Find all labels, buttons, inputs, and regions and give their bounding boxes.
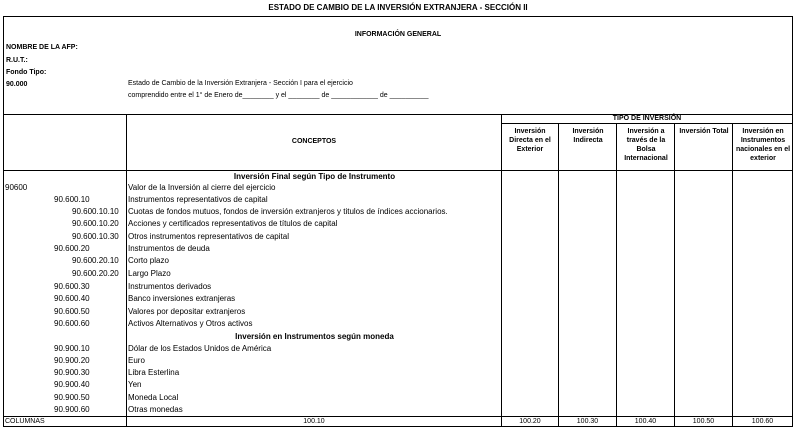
table-row: [0, 355, 796, 366]
col-header-directa: Inversión Directa en el Exterior: [509, 128, 551, 153]
row-description: Valores por depositar extranjeros: [128, 307, 246, 316]
table-row: [0, 367, 796, 378]
row-code: 90.600.20: [54, 244, 90, 253]
table-row: [0, 404, 796, 415]
col-header-bolsa: Inversión a través de la Bolsa Internacional: [624, 128, 668, 162]
footer-label: COLUMNAS: [5, 418, 45, 425]
row-code: 90.600.40: [54, 294, 90, 303]
row-description: Valor de la Inversión al cierre del ejercicio: [128, 183, 276, 192]
row-description: Libra Esterlina: [128, 368, 180, 377]
row-description: Yen: [128, 380, 142, 389]
section-title: Inversión Final según Tipo de Instrumento: [233, 172, 396, 181]
row-code: 90.600.10: [54, 195, 90, 204]
row-description: Euro: [128, 356, 145, 365]
section-title: Inversión en Instrumentos según moneda: [235, 332, 394, 341]
row-code: 90.600.20.20: [72, 269, 119, 278]
section-header-row: [0, 171, 796, 182]
footer-col-bolsa: 100.40: [634, 418, 657, 425]
row-code: 90600: [5, 183, 28, 192]
table-row: [0, 218, 796, 229]
footer-col-total: 100.50: [692, 418, 715, 425]
frame-top-border: [3, 16, 793, 17]
row-description: Instrumentos representativos de capital: [128, 195, 268, 204]
table-row: [0, 182, 796, 193]
row-code: 90.900.40: [54, 380, 90, 389]
section-header-row: [0, 331, 796, 342]
info-heading: INFORMACIÓN GENERAL: [354, 31, 442, 38]
row-description: Corto plazo: [128, 256, 169, 265]
info-text-line1: Estado de Cambio de la Inversión Extranjera - Sección I para el ejercicio: [128, 80, 353, 87]
row-code: 90.600.60: [54, 319, 90, 328]
table-row: [0, 392, 796, 403]
table-row: [0, 194, 796, 205]
table-row: [0, 268, 796, 279]
table-row: [0, 243, 796, 254]
table-row: [0, 343, 796, 354]
info-code: 90.000: [6, 81, 28, 88]
table-row: [0, 379, 796, 390]
footer-col-indirecta: 100.30: [576, 418, 599, 425]
row-code: 90.900.20: [54, 356, 90, 365]
row-description: Activos Alternativos y Otros activos: [128, 319, 253, 328]
footer-col-nacionales: 100.60: [751, 418, 774, 425]
row-code: 90.600.10.20: [72, 219, 119, 228]
table-row: [0, 293, 796, 304]
row-description: Otras monedas: [128, 405, 183, 414]
row-description: Otros instrumentos representativos de capital: [128, 232, 289, 241]
row-description: Moneda Local: [128, 393, 179, 402]
row-code: 90.900.30: [54, 368, 90, 377]
rut-label: R.U.T.:: [6, 57, 28, 64]
tipo-inversion-header: TIPO DE INVERSIÓN: [612, 115, 682, 122]
table-row: [0, 231, 796, 242]
footer-conceptos: 100.10: [303, 418, 325, 425]
row-description: Banco inversiones extranjeras: [128, 294, 236, 303]
row-code: 90.600.30: [54, 282, 90, 291]
table-row: [0, 281, 796, 292]
row-description: Largo Plazo: [128, 269, 171, 278]
table-row: [0, 206, 796, 217]
footer-row: [0, 416, 796, 427]
fondo-label: Fondo Tipo:: [6, 69, 47, 76]
footer-col-directa: 100.20: [519, 418, 541, 425]
col-header-indirecta: Inversión Indirecta: [572, 128, 604, 144]
row-description: Cuotas de fondos mutuos, fondos de inversión extranjeros y titulos de índices accionarios.: [128, 207, 448, 216]
row-code: 90.600.10.30: [72, 232, 119, 241]
tipo-header-border: [501, 123, 793, 124]
row-description: Dólar de los Estados Unidos de América: [128, 344, 272, 353]
page-title: ESTADO DE CAMBIO DE LA INVERSIÓN EXTRANJERA - SECCIÓN II: [268, 3, 528, 12]
row-code: 90.600.50: [54, 307, 90, 316]
conceptos-header: CONCEPTOS: [291, 138, 337, 145]
row-code: 90.900.10: [54, 344, 90, 353]
info-text-line2: comprendido entre el 1° de Enero de________ y el ________ de ____________ de __________: [128, 92, 429, 99]
row-code: 90.900.60: [54, 405, 90, 414]
table-row: [0, 318, 796, 329]
row-description: Instrumentos de deuda: [128, 244, 210, 253]
row-code: 90.600.20.10: [72, 256, 119, 265]
table-row: [0, 255, 796, 266]
row-description: Acciones y certificados representativos de títulos de capital: [128, 219, 338, 228]
row-description: Instrumentos derivados: [128, 282, 212, 291]
afp-label: NOMBRE DE LA AFP:: [6, 44, 78, 51]
col-header-nacionales: Inversión en Instrumentos nacionales en el exterior: [735, 128, 791, 162]
row-code: 90.600.10.10: [72, 207, 119, 216]
col-header-total: Inversión Total: [679, 128, 729, 135]
table-row: [0, 306, 796, 317]
row-code: 90.900.50: [54, 393, 90, 402]
